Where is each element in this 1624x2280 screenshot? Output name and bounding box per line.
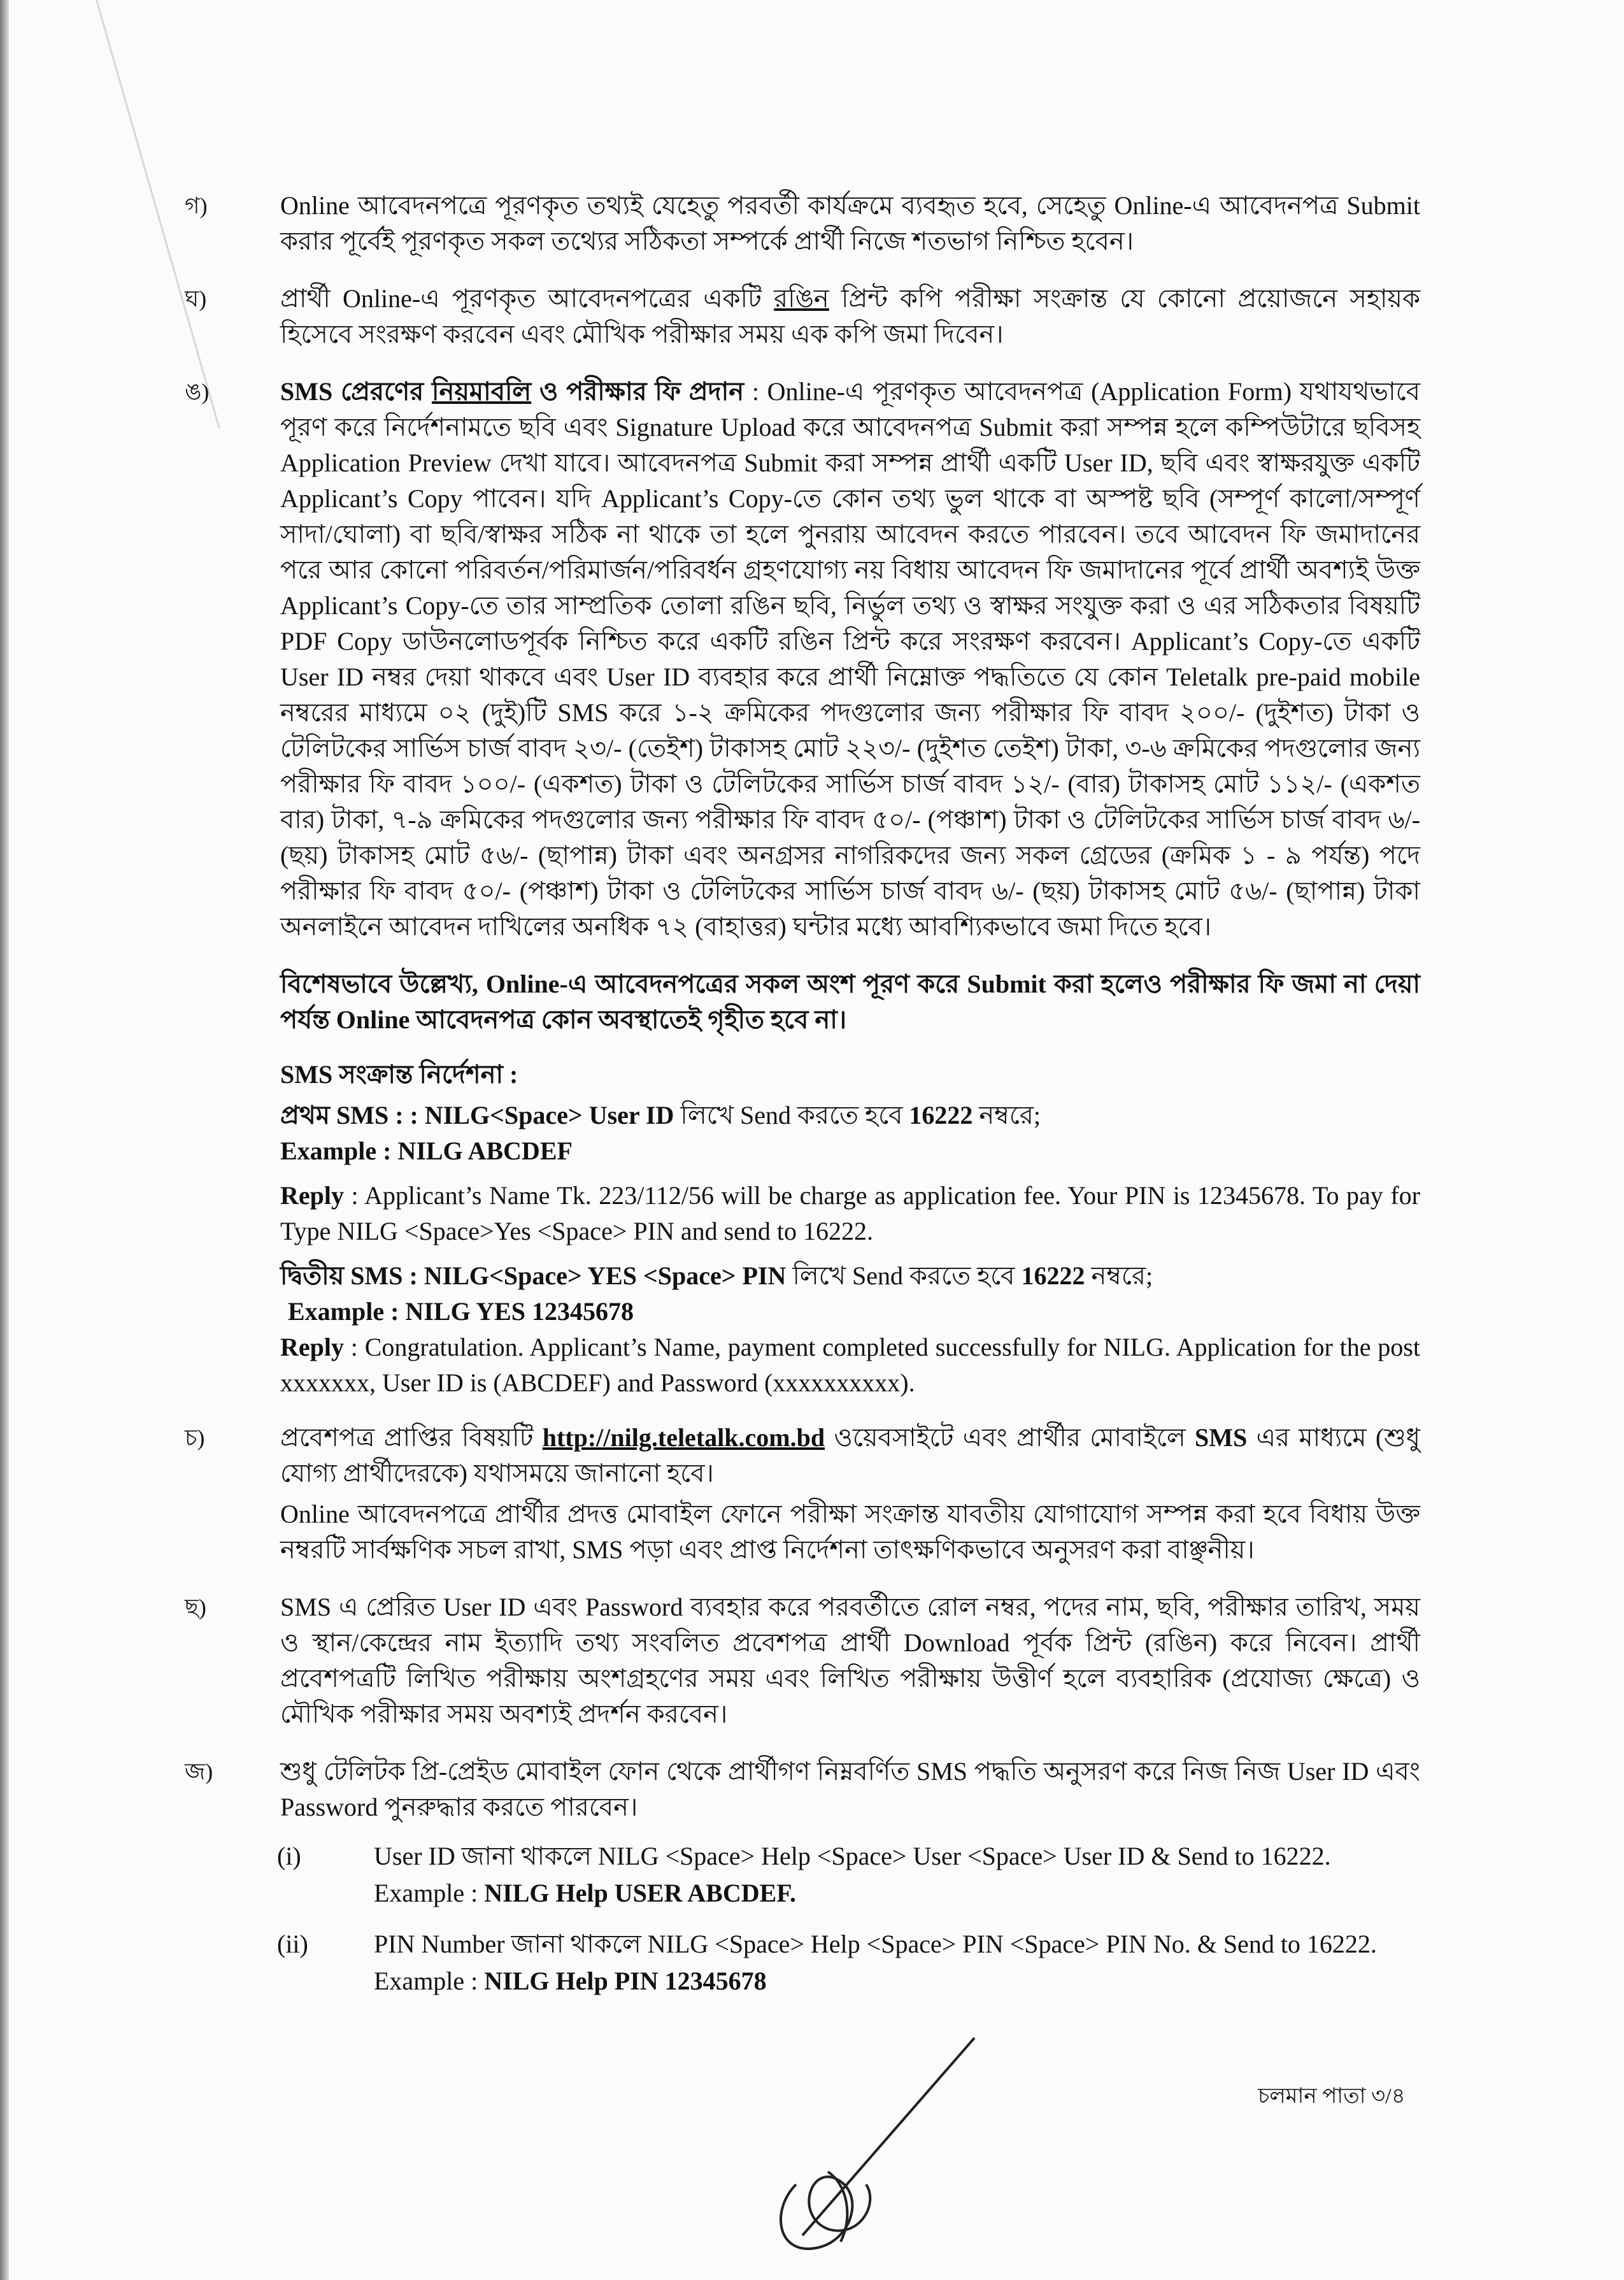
first-sms-label: প্রথম SMS : : NILG<Space> User ID [280, 1101, 674, 1129]
mobile-notice: Online আবেদনপত্রে প্রার্থীর প্রদত্ত মোবাইল ফোনে পরীক্ষা সংক্রান্ত যাবতীয় যোগাযোগ সম্পন্ন করা হবে বিধায় উক্ত নম্বরটি সার্বক্ষণিক সচল রাখা, SMS পড়া এবং প্রাপ্ত নির্দেশনা তাৎক্ষণিকভাবে অনুসরণ করা বাঞ্ছনীয়। [280, 1500, 1420, 1564]
text: : Online-এ পূরণকৃত আবেদনপত্র (Application Form) যথাযথভাবে পূরণ করে নির্দেশনামতে ছবি এবং Signature Upload করে আবেদনপত্র Submit করা সম্পন্ন হলে কম্পিউটারে ছবিসহ Application Preview দেখা যাবে। আবেদনপত্র Submit করা সম্পন্ন প্রার্থী একটি User ID, ছবি এবং স্বাক্ষরযুক্ত একটি Applicant’s Copy পাবেন। যদি Applicant’s Copy-তে কোন তথ্য ভুল থাকে বা অস্পষ্ট ছবি (সম্পূর্ণ কালো/সম্পূর্ণ সাদা/ঘোলা) বা ছবি/স্বাক্ষর সঠিক না থাকে তা হলে পুনরায় আবেদন করতে পারবেন। তবে আবেদন ফি জমাদানের পরে আর কোনো পরিবর্তন/পরিমার্জন/পরিবর্ধন গ্রহণযোগ্য নয় বিধায় আবেদন ফি জমাদানের পূর্বে প্রার্থী অবশ্যই উক্ত Applicant’s Copy-তে তার সাম্প্রতিক তোলা রঙিন ছবি, নির্ভুল তথ্য ও স্বাক্ষর সংযুক্ত করা ও এর সঠিকতার বিষয়টি PDF Copy ডাউনলোডপূর্বক নিশ্চিত করে একটি রঙিন প্রিন্ট করে সংরক্ষণ করবেন। Applicant’s Copy-তে একটি User ID নম্বর দেয়া থাকবে এবং User ID ব্যবহার করে প্রার্থী নিম্নোক্ত পদ্ধতিতে যে কোন Teletalk pre-paid mobile নম্বরের মাধ্যমে ০২ (দুই)টি SMS করে ১-২ ক্রমিকের পদগুলোর জন্য পরীক্ষার ফি বাবদ ২০০/- (দুইশত) টাকা ও টেলিটকের সার্ভিস চার্জ বাবদ ২৩/- (তেইশ) টাকাসহ মোট ২২৩/- (দুইশত তেইশ) টাকা, ৩-৬ ক্রমিকের পদগুলোর জন্য পরীক্ষার ফি বাবদ ১০০/- (একশত) টাকা ও টেলিটকের সার্ভিস চার্জ বাবদ ১২/- (বার) টাকাসহ মোট ১১২/- (একশত বার) টাকা, ৭-৯ ক্রমিকের পদগুলোর জন্য পরীক্ষার ফি বাবদ ৫০/- (পঞ্চাশ) টাকা ও টেলিটকের সার্ভিস চার্জ বাবদ ৬/- (ছয়) টাকাসহ মোট ৫৬/- (ছাপান্ন) টাকা এবং অনগ্রসর নাগরিকদের জন্য সকল গ্রেডের (ক্রমিক ১ - ৯ পর্যন্ত) পদে পরীক্ষার ফি বাবদ ৫০/- (পঞ্চাশ) টাকা ও টেলিটকের সার্ভিস চার্জ বাবদ ৬/- (ছয়) টাকাসহ মোট ৫৬/- (ছাপান্ন) টাকা অনলাইনে আবেদন দাখিলের অনধিক ৭২ (বাহাত্তর) ঘন্টার মধ্যে আবশ্যিকভাবে জমা দিতে হবে। [280, 377, 1420, 941]
underlined-text: রঙিন [774, 284, 829, 313]
paragraph-ga: Online আবেদনপত্রে পূরণকৃত তথ্যই যেহেতু পরবর্তী কার্যক্রমে ব্যবহৃত হবে, সেহেতু Online-এ আবেদনপত্র Submit করার পূর্বেই পূরণকৃত সকল তথ্যের সঠিকতা সম্পর্কে প্রার্থী নিজে শতভাগ নিশ্চিত হবেন। [280, 191, 1420, 255]
text: নম্বরে; [1085, 1261, 1153, 1290]
sms-instructions [280, 1057, 1420, 1401]
text: প্রবেশপত্র প্রাপ্তির বিষয়টি [280, 1423, 543, 1452]
sub-item-body [374, 1926, 1425, 2000]
paragraph-cha [280, 1420, 1420, 1568]
signature [758, 2025, 987, 2267]
sub-item-pin [277, 1926, 1420, 2000]
reply-text: : Congratulation. Applicant’s Name, payment completed successfully for NILG. Application for the post xxxxxxx, User ID is (ABCDEF) and Password (xxxxxxxxxx). [280, 1333, 1420, 1397]
text: SMS [1195, 1423, 1248, 1452]
example-value: NILG Help USER ABCDEF. [484, 1879, 797, 1907]
example-label: Example : [374, 1879, 485, 1907]
item-label-chha: ছ) [185, 1595, 206, 1620]
item-label-ga: গ) [185, 193, 208, 219]
heading: ও পরীক্ষার ফি প্রদান [531, 377, 744, 406]
paragraph-chha: SMS এ প্রেরিত User ID এবং Password ব্যবহার করে পরবর্তীতে রোল নম্বর, পদের নাম, ছবি, পরীক্ষার তারিখ, সময় ও স্থান/কেন্দ্রের নাম ইত্যাদি তথ্য সংবলিত প্রবেশপত্র প্রার্থী Download পূর্বক প্রিন্ট (রঙিন) করে নিবেন। প্রার্থী প্রবেশপত্রটি লিখিত পরীক্ষায় অংশগ্রহণের সময় এবং লিখিত পরীক্ষায় উত্তীর্ণ হলে ব্যবহারিক (প্রযোজ্য ক্ষেত্রে) ও মৌখিক পরীক্ষার সময় অবশ্যই প্রদর্শন করবেন। [280, 1593, 1420, 1728]
text: লিখে Send করতে হবে [674, 1101, 909, 1129]
heading: SMS প্রেরণের [280, 377, 432, 406]
sms-number: 16222 [1021, 1261, 1085, 1290]
paragraph-gha [280, 281, 1420, 352]
item-label-cha: চ) [185, 1425, 205, 1451]
page-bottom [185, 2025, 1420, 2280]
item-gha [185, 281, 1420, 352]
reply-text: : Applicant’s Name Tk. 223/112/56 will be charge as application fee. Your PIN is 12345678. To pay for Type NILG <Space>Yes <Space> PIN and send to 16222. [280, 1181, 1420, 1245]
sub-item-number: (i) [277, 1842, 301, 1870]
heading-underlined: নিয়মাবলি [432, 377, 532, 406]
item-cha [185, 1420, 1420, 1568]
paragraph-ja: শুধু টেলিটক প্রি-প্রেইড মোবাইল ফোন থেকে প্রার্থীগণ নিম্নবর্ণিত SMS পদ্ধতি অনুসরণ করে নিজ নিজ User ID এবং Password পুনরুদ্ধার করতে পারবেন। [280, 1757, 1420, 1821]
item-label-ja: জ) [185, 1759, 213, 1784]
text: এর মাধ্যমে (শুধু যোগ্য প্রার্থীদেরকে) যথাসময়ে জানানো হবে। [280, 1423, 1420, 1488]
example-value: NILG Help PIN 12345678 [484, 1967, 767, 1995]
item-label-uma: ঙ) [185, 379, 210, 405]
text: প্রার্থী Online-এ পূরণকৃত আবেদনপত্রের একটি [280, 284, 774, 313]
item-uma [185, 374, 1420, 945]
paragraph-uma [280, 374, 1420, 945]
website-link[interactable]: http://nilg.teletalk.com.bd [542, 1423, 825, 1452]
item-ja [185, 1754, 1420, 1825]
reply-label: Reply [280, 1181, 344, 1210]
sub-item-text: PIN Number জানা থাকলে NILG <Space> Help <Space> PIN <Space> PIN No. & Send to 16222. [374, 1930, 1377, 1958]
sms-number: 16222 [909, 1101, 973, 1129]
fee-notice: বিশেষভাবে উল্লেখ্য, Online-এ আবেদনপত্রের সকল অংশ পূরণ করে Submit করা হলেও পরীক্ষার ফি জমা না দেয়া পর্যন্ত Online আবেদনপত্র কোন অবস্থাতেই গৃহীত হবে না। [280, 970, 1420, 1034]
page-footer: চলমান পাতা ৩/৪ [1258, 2084, 1406, 2108]
sub-item-number: (ii) [277, 1930, 308, 1958]
text: নম্বরে; [972, 1101, 1041, 1129]
second-sms-example: Example : NILG YES 12345678 [288, 1297, 634, 1326]
text: প্রিন্ট কপি পরীক্ষা সংক্রান্ত যে কোনো প্রয়োজনে সহায়ক হিসেবে সংরক্ষণ করবেন এবং মৌখিক পরীক্ষার সময় এক কপি জমা দিবেন। [280, 284, 1420, 348]
example-label: Example : [374, 1967, 485, 1995]
text: লিখে Send করতে হবে [786, 1261, 1022, 1290]
sub-item-user-id [277, 1838, 1420, 1912]
reply-label: Reply [280, 1333, 344, 1361]
second-sms-label: দ্বিতীয় SMS : NILG<Space> YES <Space> PIN [280, 1261, 787, 1290]
item-label-gha: ঘ) [185, 286, 207, 312]
first-sms-example: Example : NILG ABCDEF [280, 1136, 573, 1165]
item-chha [185, 1589, 1420, 1732]
sub-item-text: User ID জানা থাকলে NILG <Space> Help <Space> User <Space> User ID & Send to 16222. [374, 1842, 1331, 1870]
text: ওয়েবসাইটে এবং প্রার্থীর মোবাইলে [825, 1423, 1195, 1452]
sub-item-body [374, 1838, 1425, 1912]
sms-heading: SMS সংক্রান্ত নির্দেশনা : [280, 1060, 518, 1089]
item-ga [185, 188, 1420, 259]
